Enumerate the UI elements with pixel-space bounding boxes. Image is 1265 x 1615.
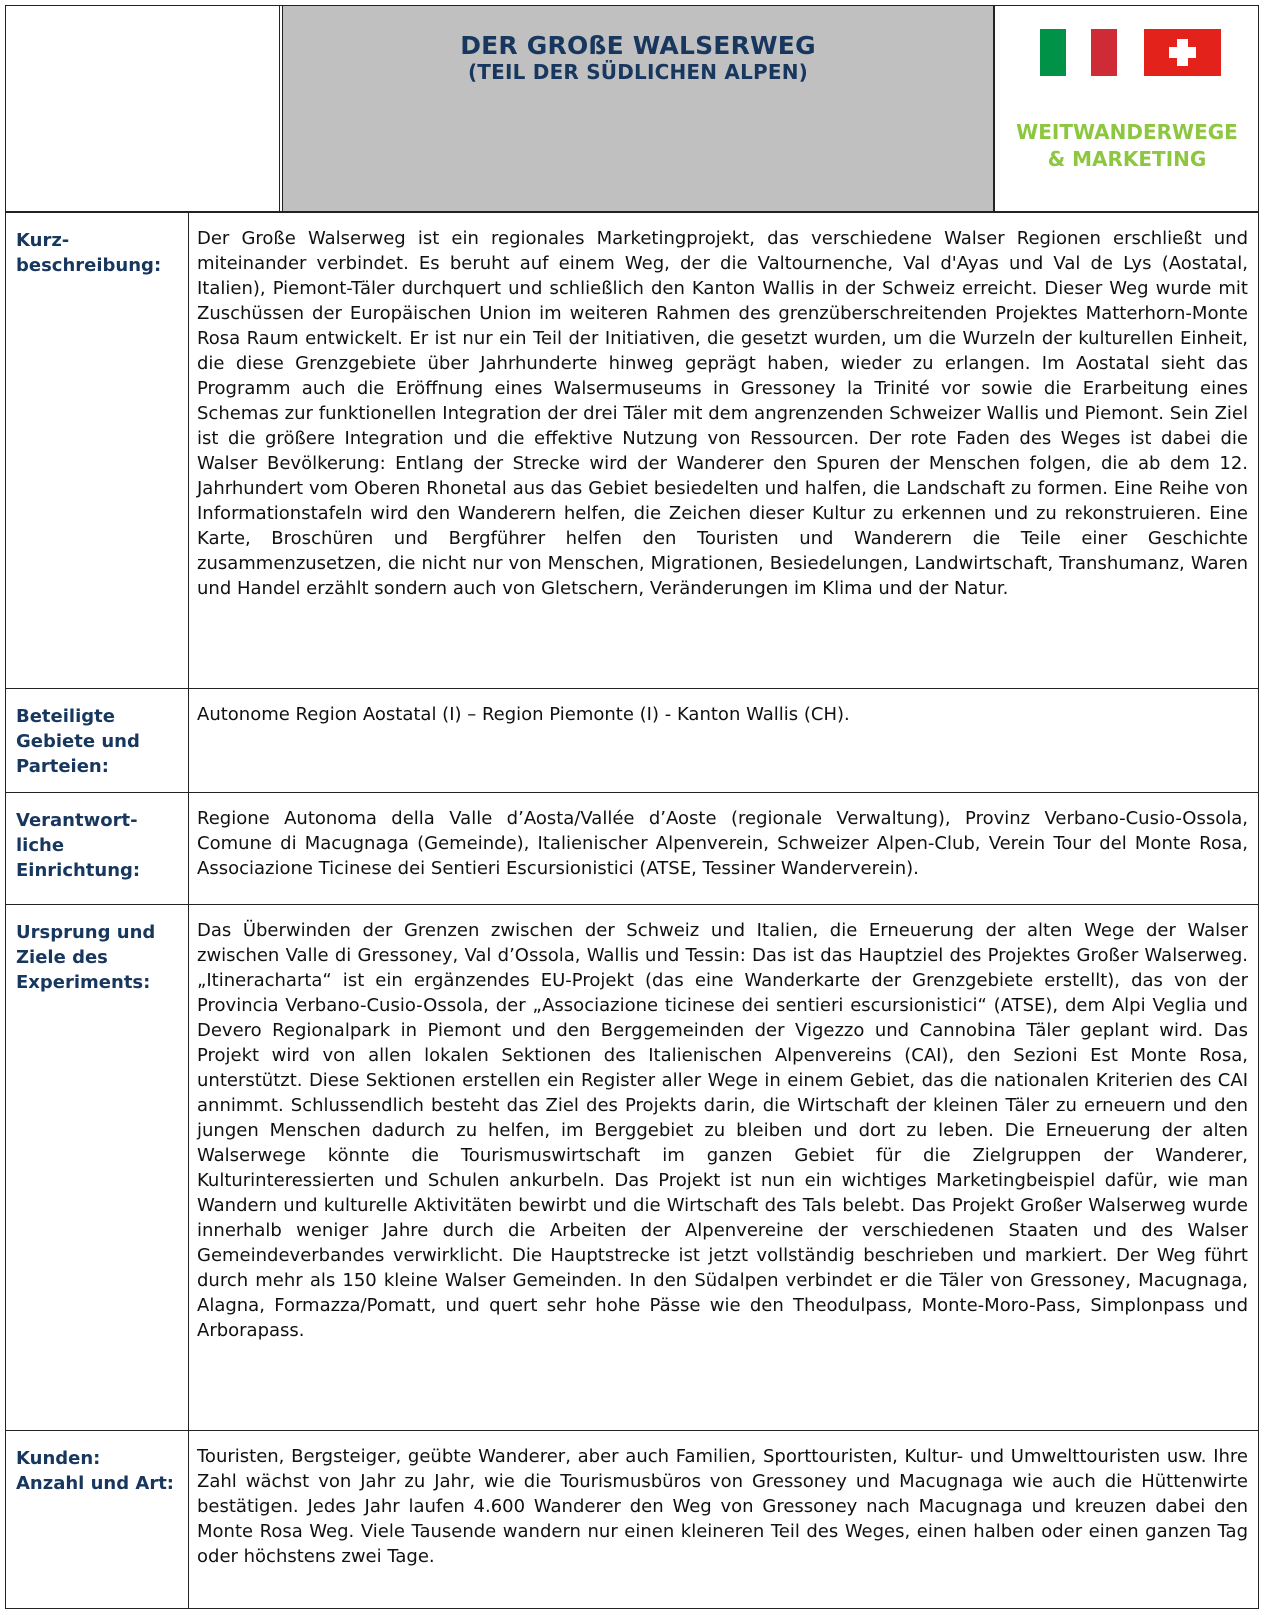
row-content — [189, 793, 1258, 904]
row-content — [189, 1431, 1258, 1608]
switzerland-flag-icon — [1144, 29, 1221, 76]
table-row-verantwortliche — [6, 792, 1258, 904]
header-brand-cell — [994, 6, 1259, 211]
brand-line-1: WEITWANDERWEGE — [1016, 120, 1238, 144]
title-line-2: (TEIL DER SÜDLICHEN ALPEN) — [467, 60, 809, 84]
table-row-kurzbeschreibung — [6, 212, 1258, 688]
row-text: Regione Autonoma della Valle d’Aosta/Vallée d’Aoste (regionale Verwaltung), Provinz Verbano-Cusio-Ossola, Comune di Macugnaga (Gemeinde), Italienischer Alpenverein, Schweizer Alpen-Club, Verein Tour del Monte Rosa, Associazione Ticinese dei Sentieri Escursionistici (ATSE, Tessiner Wanderverein). — [197, 808, 1248, 879]
italy-flag-icon — [1040, 29, 1117, 76]
table-row-kunden — [6, 1430, 1258, 1608]
row-text: Der Große Walserweg ist ein regionales Marketingprojekt, das verschiedene Walser Regionen erschließt und miteinander verbindet. Es beruht auf einem Weg, der die Valtournenche, Val d'Ayas und Val de Lys (Aostatal, Italien), Piemont-Täler durchquert und schließlich den Kanton Wallis in der Schweiz erreicht. Dieser Weg wurde mit Zuschüssen der Europäischen Union im weiteren Rahmen des grenzüberschreitenden Projektes Matterhorn-Monte Rosa Raum entwickelt. Er ist nur ein Teil der Initiativen, die gesetzt wurden, um die Wurzeln der kulturellen Einheit, die diese Grenzgebiete über Jahrhunderte hinweg geprägt haben, wieder zu erlangen. Im Aostatal sieht das Programm auch die Eröffnung eines Walsermuseums in Gressoney la Trinité vor sowie die Erarbeitung eines Schemas zur funktionellen Integration der drei Täler mit dem angrenzenden Schweizer Wallis und Piemont. Sein Ziel ist die größere Integration und die effektive Nutzung von Ressourcen. Der rote Faden des Weges ist dabei die Walser Bevölkerung: Entlang der Strecke wird der Wanderer den Spuren der Menschen folgen, die ab dem 12. Jahrhundert vom Oberen Rhonetal aus das Gebiet besiedelten und halfen, die Landschaft zu formen. Eine Reihe von Informationstafeln wird den Wanderern helfen, die Zeichen dieser Kultur zu erkennen und zu rekonstruieren. Eine Karte, Broschüren und Bergführer helfen den Touristen und Wanderern die Teile einer Geschichte zusammenzusetzen, die nicht nur von Menschen, Migrationen, Besiedelungen, Landwirtschaft, Transhumanz, Waren und Handel erzählt sondern auch von Gletschern, Veränderungen im Klima und der Natur. — [197, 228, 1248, 599]
row-content — [189, 905, 1258, 1430]
title-line-1: DER GROßE WALSERWEG — [460, 31, 816, 60]
brand-line-2: & MARKETING — [1047, 147, 1207, 171]
row-label: Kunden: Anzahl und Art: — [6, 1431, 189, 1608]
table-row-ursprung — [6, 904, 1258, 1430]
row-text: Das Überwinden der Grenzen zwischen der Schweiz und Italien, die Erneuerung der alten Wege der Walser zwischen Valle di Gressoney, Val d’Ossola, Wallis und Tessin: Das ist das Hauptziel des Projektes Großer Walserweg. „Itineracharta“ ist ein ergänzendes EU-Projekt (das eine Wanderkarte der Grenzgebiete erstellt), das von der Provincia Verbano-Cusio-Ossola, der „Associazione ticinese dei sentieri escursionistici“ (ATSE), dem Alpi Veglia und Devero Regionalpark in Piemont und den Berggemeinden der Vigezzo und Cannobina Täler geplant wird. Das Projekt wird von allen lokalen Sektionen des Italienischen Alpenvereins (CAI), den Sezioni Est Monte Rosa, unterstützt. Diese Sektionen erstellen ein Register aller Wege in einem Gebiet, das die nationalen Kriterien des CAI annimmt. Schlussendlich besteht das Ziel des Projekts darin, die Wirtschaft der kleinen Täler zu erneuern und den jungen Menschen dadurch zu helfen, im Berggebiet zu bleiben und dort zu leben. Die Erneuerung der alten Walserwege könnte die Tourismuswirtschaft im ganzen Gebiet für die Zielgruppen der Wanderer, Kulturinteressierten und Schulen ankurbeln. Das Projekt ist nun ein wichtiges Marketingbeispiel dafür, wie man Wandern und kulturelle Aktivitäten bewirbt und die Wirtschaft des Tals belebt. Das Projekt Großer Walserweg wurde innerhalb weniger Jahre durch die Arbeiten der Alpenvereine der verschiedenen Staaten und des Walser Gemeindeverbandes verwirklicht. Die Hauptstrecke ist jetzt vollständig beschrieben und markiert. Der Weg führt durch mehr als 150 kleine Walser Gemeinden. In den Südalpen verbindet er die Täler von Gressoney, Macugnaga, Alagna, Formazza/Pomatt, und quert sehr hohe Pässe wie den Theodulpass, Monte-Moro-Pass, Simplonpass und Arborapass. — [197, 920, 1248, 1341]
brand-label — [995, 119, 1259, 173]
header-title-cell — [282, 6, 994, 211]
row-text: Touristen, Bergsteiger, geübte Wanderer, aber auch Familien, Sporttouristen, Kultur- und Umwelttouristen usw. Ihre Zahl wächst von Jahr zu Jahr, wie die Tourismusbüros von Gressoney und Macugnaga wie auch die Hüttenwirte bestätigen. Jedes Jahr laufen 4.600 Wanderer den Weg von Gressoney nach Macugnaga und kreuzen dabei den Monte Rosa Weg. Viele Tausende wandern nur einen kleineren Teil des Weges, einen halben oder einen ganzen Tag oder höchstens zwei Tage. — [197, 1446, 1248, 1567]
table-row-beteiligte — [6, 688, 1258, 792]
document-header — [5, 5, 1259, 212]
row-text: Autonome Region Aostatal (I) – Region Piemonte (I) - Kanton Wallis (CH). — [197, 704, 850, 725]
document-title — [283, 32, 993, 85]
header-left-cell — [6, 6, 280, 211]
row-content — [189, 213, 1258, 688]
row-label: Kurz- beschreibung: — [6, 213, 189, 688]
info-table — [5, 212, 1259, 1609]
row-label: Ursprung und Ziele des Experiments: — [6, 905, 189, 1430]
row-label: Beteiligte Gebiete und Parteien: — [6, 689, 189, 792]
row-content — [189, 689, 1258, 792]
row-label: Verantwort- liche Einrichtung: — [6, 793, 189, 904]
flags — [1040, 29, 1220, 77]
